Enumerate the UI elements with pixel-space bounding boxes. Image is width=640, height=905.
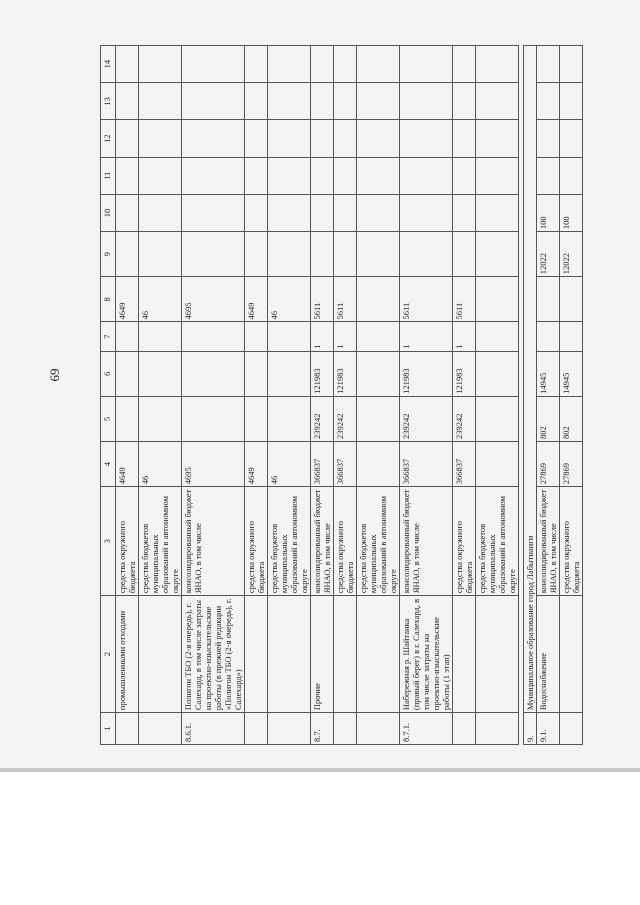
table-row	[453, 46, 476, 745]
value-c13	[453, 83, 476, 120]
value-c11	[334, 157, 357, 194]
object-name	[268, 596, 311, 713]
header-row	[101, 46, 116, 745]
value-c9: 12022	[560, 232, 583, 277]
row-number	[476, 713, 519, 745]
header-col-13: 13	[101, 83, 116, 120]
row-number: 8.7.1.	[400, 713, 453, 745]
value-c6	[182, 351, 245, 396]
value-c12	[311, 120, 334, 157]
row-number	[357, 713, 400, 745]
table-row	[268, 46, 311, 745]
value-c5: 802	[537, 396, 560, 441]
value-c13	[182, 83, 245, 120]
header-col-9: 9	[101, 232, 116, 277]
value-c9	[400, 232, 453, 277]
value-c4: 46	[268, 442, 311, 487]
row-number	[139, 713, 182, 745]
section-title: Муниципальное образование город Лабытнанги	[524, 46, 537, 713]
row-number: 9.1.	[537, 713, 560, 745]
value-c10	[268, 194, 311, 231]
table-body-section-9	[524, 46, 583, 745]
value-c13	[400, 83, 453, 120]
value-c9	[116, 232, 139, 277]
funding-source: средства окружного бюджета	[116, 487, 139, 596]
value-c11	[400, 157, 453, 194]
object-name	[245, 596, 268, 713]
value-c11	[116, 157, 139, 194]
value-c6	[476, 351, 519, 396]
header-col-10: 10	[101, 194, 116, 231]
value-c7: 1	[453, 322, 476, 351]
value-c13	[334, 83, 357, 120]
value-c5	[182, 396, 245, 441]
value-c10	[357, 194, 400, 231]
value-c10: 100	[560, 194, 583, 231]
budget-table-continued	[523, 45, 583, 745]
table-row	[560, 46, 583, 745]
value-c8: 5611	[334, 277, 357, 322]
object-name: Полигон ТБО (2-я очередь), г. Салехард, в том числе затраты на проектно-изыскательские работы (в прежней редакции «Полигон ТБО (2-я очередь), г. Салехард»)	[182, 596, 245, 713]
value-c11	[357, 157, 400, 194]
value-c6	[116, 351, 139, 396]
value-c5: 802	[560, 396, 583, 441]
value-c8: 5611	[311, 277, 334, 322]
value-c14	[245, 46, 268, 83]
value-c12	[116, 120, 139, 157]
value-c12	[334, 120, 357, 157]
value-c8: 4649	[116, 277, 139, 322]
value-c6	[245, 351, 268, 396]
value-c10	[453, 194, 476, 231]
funding-source: консолидированный бюджет ЯНАО, в том числе	[311, 487, 334, 596]
value-c12	[400, 120, 453, 157]
value-c12	[537, 120, 560, 157]
value-c7: 1	[311, 322, 334, 351]
value-c12	[182, 120, 245, 157]
funding-source: консолидированный бюджет ЯНАО, в том числе	[400, 487, 453, 596]
value-c13	[357, 83, 400, 120]
value-c4: 46	[139, 442, 182, 487]
funding-source: средства окружного бюджета	[453, 487, 476, 596]
value-c7	[537, 322, 560, 351]
value-c9	[139, 232, 182, 277]
value-c4: 366837	[400, 442, 453, 487]
header-col-2: 2	[101, 596, 116, 713]
header-col-14: 14	[101, 46, 116, 83]
funding-source: консолидированный бюджет ЯНАО, в том числе	[537, 487, 560, 596]
value-c7	[116, 322, 139, 351]
value-c7	[560, 322, 583, 351]
table-row	[139, 46, 182, 745]
row-number	[245, 713, 268, 745]
value-c5: 239242	[311, 396, 334, 441]
value-c12	[476, 120, 519, 157]
page-edge	[0, 768, 640, 772]
value-c5	[476, 396, 519, 441]
header-col-6: 6	[101, 351, 116, 396]
value-c5	[139, 396, 182, 441]
value-c14	[182, 46, 245, 83]
value-c5: 239242	[453, 396, 476, 441]
value-c5	[116, 396, 139, 441]
value-c10	[476, 194, 519, 231]
table-body-main	[116, 46, 519, 745]
value-c14	[476, 46, 519, 83]
value-c4	[476, 442, 519, 487]
object-name	[139, 596, 182, 713]
value-c7	[268, 322, 311, 351]
funding-source: средства бюджетов муниципальных образований в автономном округе	[268, 487, 311, 596]
row-number	[334, 713, 357, 745]
value-c12	[245, 120, 268, 157]
value-c6: 14945	[560, 351, 583, 396]
funding-source: средства окружного бюджета	[245, 487, 268, 596]
table-row	[334, 46, 357, 745]
value-c6	[268, 351, 311, 396]
value-c12	[453, 120, 476, 157]
value-c7: 1	[334, 322, 357, 351]
value-c11	[476, 157, 519, 194]
value-c8	[560, 277, 583, 322]
value-c9: 12022	[537, 232, 560, 277]
table-row	[400, 46, 453, 745]
value-c9	[311, 232, 334, 277]
value-c6: 121983	[311, 351, 334, 396]
value-c4: 366837	[453, 442, 476, 487]
value-c8: 4695	[182, 277, 245, 322]
rotated-table-container	[100, 45, 581, 745]
object-name: Набережная р. Шайтанка (правый берег) в г. Салехард, в том числе затраты на проектно-изыскательские работы (1 этап)	[400, 596, 453, 713]
value-c9	[182, 232, 245, 277]
row-number: 8.7.	[311, 713, 334, 745]
row-number	[560, 713, 583, 745]
value-c8: 46	[139, 277, 182, 322]
value-c8	[476, 277, 519, 322]
funding-source: консолидированный бюджет ЯНАО, в том числе	[182, 487, 245, 596]
value-c10	[334, 194, 357, 231]
value-c12	[139, 120, 182, 157]
header-col-12: 12	[101, 120, 116, 157]
value-c9	[453, 232, 476, 277]
value-c9	[476, 232, 519, 277]
row-number: 8.6.1.	[182, 713, 245, 745]
header-col-1: 1	[101, 713, 116, 745]
value-c11	[453, 157, 476, 194]
value-c6: 121983	[400, 351, 453, 396]
value-c8	[357, 277, 400, 322]
table-row	[476, 46, 519, 745]
value-c7	[245, 322, 268, 351]
row-number	[268, 713, 311, 745]
value-c6	[139, 351, 182, 396]
value-c7	[357, 322, 400, 351]
value-c9	[268, 232, 311, 277]
value-c10	[139, 194, 182, 231]
object-name: Водоснабжение	[537, 596, 560, 713]
row-number	[116, 713, 139, 745]
table-row	[311, 46, 334, 745]
value-c9	[245, 232, 268, 277]
value-c5	[245, 396, 268, 441]
object-name	[334, 596, 357, 713]
header-col-11: 11	[101, 157, 116, 194]
value-c6: 121983	[334, 351, 357, 396]
value-c8	[537, 277, 560, 322]
value-c4: 4695	[182, 442, 245, 487]
value-c5: 239242	[400, 396, 453, 441]
table-row	[182, 46, 245, 745]
value-c9	[334, 232, 357, 277]
value-c4: 366837	[334, 442, 357, 487]
value-c5	[357, 396, 400, 441]
funding-source: средства окружного бюджета	[334, 487, 357, 596]
value-c11	[139, 157, 182, 194]
value-c10: 100	[537, 194, 560, 231]
object-name	[560, 596, 583, 713]
value-c7	[476, 322, 519, 351]
object-name	[357, 596, 400, 713]
object-name	[476, 596, 519, 713]
value-c5: 239242	[334, 396, 357, 441]
value-c14	[357, 46, 400, 83]
value-c8: 4649	[245, 277, 268, 322]
value-c8: 5611	[400, 277, 453, 322]
value-c14	[560, 46, 583, 83]
value-c14	[116, 46, 139, 83]
value-c13	[245, 83, 268, 120]
value-c11	[268, 157, 311, 194]
value-c10	[311, 194, 334, 231]
value-c7	[182, 322, 245, 351]
value-c4	[357, 442, 400, 487]
header-col-4: 4	[101, 442, 116, 487]
value-c11	[245, 157, 268, 194]
value-c13	[139, 83, 182, 120]
page-number: 69	[47, 368, 62, 382]
value-c14	[453, 46, 476, 83]
value-c13	[268, 83, 311, 120]
value-c13	[560, 83, 583, 120]
value-c13	[311, 83, 334, 120]
section-number: 9.	[524, 713, 537, 745]
table-row	[537, 46, 560, 745]
value-c4: 4649	[116, 442, 139, 487]
value-c14	[268, 46, 311, 83]
value-c10	[116, 194, 139, 231]
funding-source: средства бюджетов муниципальных образований в автономном округе	[476, 487, 519, 596]
value-c8: 46	[268, 277, 311, 322]
header-col-8: 8	[101, 277, 116, 322]
header-col-7: 7	[101, 322, 116, 351]
value-c9	[357, 232, 400, 277]
value-c8: 5611	[453, 277, 476, 322]
value-c11	[182, 157, 245, 194]
value-c10	[245, 194, 268, 231]
funding-source: средства бюджетов муниципальных образований в автономном округе	[357, 487, 400, 596]
header-col-5: 5	[101, 396, 116, 441]
table-sheet	[100, 45, 581, 745]
value-c6: 14945	[537, 351, 560, 396]
object-name: промышленными отходами	[116, 596, 139, 713]
value-c6: 121983	[453, 351, 476, 396]
value-c14	[334, 46, 357, 83]
value-c6	[357, 351, 400, 396]
header-col-3: 3	[101, 487, 116, 596]
table-row	[116, 46, 139, 745]
object-name: Прочие	[311, 596, 334, 713]
table-row	[357, 46, 400, 745]
value-c4: 27869	[537, 442, 560, 487]
value-c4: 4649	[245, 442, 268, 487]
value-c4: 27869	[560, 442, 583, 487]
funding-source: средства окружного бюджета	[560, 487, 583, 596]
value-c14	[139, 46, 182, 83]
value-c10	[400, 194, 453, 231]
section-9-row	[524, 46, 537, 745]
value-c11	[537, 157, 560, 194]
row-number	[453, 713, 476, 745]
value-c14	[311, 46, 334, 83]
value-c13	[116, 83, 139, 120]
funding-source: средства бюджетов муниципальных образований в автономном округе	[139, 487, 182, 596]
value-c10	[182, 194, 245, 231]
value-c12	[357, 120, 400, 157]
value-c14	[400, 46, 453, 83]
value-c13	[537, 83, 560, 120]
value-c7	[139, 322, 182, 351]
value-c5	[268, 396, 311, 441]
object-name	[453, 596, 476, 713]
table-row	[245, 46, 268, 745]
value-c4: 366837	[311, 442, 334, 487]
budget-table	[100, 45, 519, 745]
value-c12	[268, 120, 311, 157]
value-c12	[560, 120, 583, 157]
value-c11	[560, 157, 583, 194]
value-c7: 1	[400, 322, 453, 351]
value-c11	[311, 157, 334, 194]
value-c13	[476, 83, 519, 120]
value-c14	[537, 46, 560, 83]
